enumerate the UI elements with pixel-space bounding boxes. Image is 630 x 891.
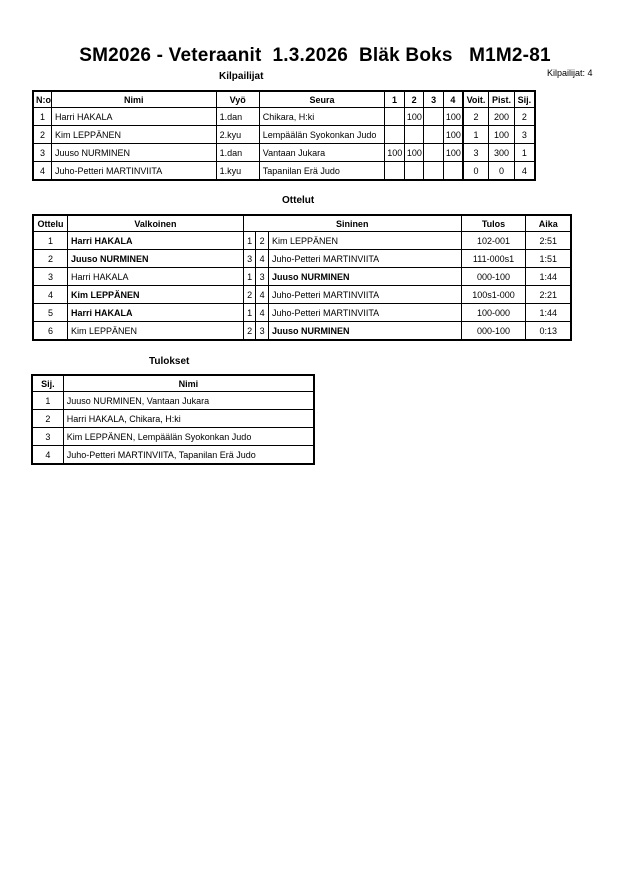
competitor-no: 2 bbox=[33, 126, 52, 144]
competitor-r1 bbox=[385, 108, 405, 126]
competitor-row bbox=[33, 126, 535, 144]
col-header-blue: Sininen bbox=[243, 215, 461, 232]
match-row bbox=[33, 250, 571, 268]
competitor-club: Vantaan Jukara bbox=[259, 144, 385, 162]
match-no: 2 bbox=[33, 250, 68, 268]
competitor-name: Juho-Petteri MARTINVIITA bbox=[52, 162, 217, 181]
competitor-name: Juuso NURMINEN bbox=[52, 144, 217, 162]
match-white-name: Juuso NURMINEN bbox=[68, 250, 244, 268]
competitor-points: 300 bbox=[489, 144, 515, 162]
match-white-name: Kim LEPPÄNEN bbox=[68, 322, 244, 341]
match-blue-no: 4 bbox=[256, 286, 269, 304]
col-header-match: Ottelu bbox=[33, 215, 68, 232]
match-blue-no: 2 bbox=[256, 232, 269, 250]
result-name: Harri HAKALA, Chikara, H:ki bbox=[63, 410, 314, 428]
result-row bbox=[32, 446, 314, 465]
result-name: Juuso NURMINEN, Vantaan Jukara bbox=[63, 392, 314, 410]
match-result: 111-000s1 bbox=[461, 250, 526, 268]
col-header-name: Nimi bbox=[52, 91, 217, 108]
result-place: 1 bbox=[32, 392, 63, 410]
col-header-r1: 1 bbox=[385, 91, 405, 108]
match-time: 2:51 bbox=[526, 232, 571, 250]
match-blue-name: Juho-Petteri MARTINVIITA bbox=[268, 286, 461, 304]
match-row bbox=[33, 286, 571, 304]
competitor-r3 bbox=[424, 126, 444, 144]
match-white-name: Harri HAKALA bbox=[68, 268, 244, 286]
match-time: 1:51 bbox=[526, 250, 571, 268]
competitor-r2: 100 bbox=[404, 108, 424, 126]
match-white-name: Kim LEPPÄNEN bbox=[68, 286, 244, 304]
competitor-no: 3 bbox=[33, 144, 52, 162]
match-result: 102-001 bbox=[461, 232, 526, 250]
match-no: 4 bbox=[33, 286, 68, 304]
match-row bbox=[33, 232, 571, 250]
match-white-no: 2 bbox=[243, 286, 256, 304]
competitor-r1: 100 bbox=[385, 144, 405, 162]
result-row bbox=[32, 428, 314, 446]
competitor-r1 bbox=[385, 126, 405, 144]
competitor-r2: 100 bbox=[404, 144, 424, 162]
results-header-row bbox=[32, 375, 314, 392]
competitor-belt: 1.kyu bbox=[216, 162, 259, 181]
match-row bbox=[33, 322, 571, 341]
competitor-club: Lempäälän Syokonkan Judo bbox=[259, 126, 385, 144]
match-white-no: 2 bbox=[243, 322, 256, 341]
col-header-no: N:o bbox=[33, 91, 52, 108]
match-row bbox=[33, 304, 571, 322]
competitor-belt: 1.dan bbox=[216, 144, 259, 162]
match-white-no: 1 bbox=[243, 232, 256, 250]
match-white-no: 3 bbox=[243, 250, 256, 268]
competitor-r4 bbox=[443, 162, 463, 181]
competitor-r3 bbox=[424, 162, 444, 181]
results-table bbox=[31, 374, 315, 465]
result-place: 3 bbox=[32, 428, 63, 446]
result-name: Kim LEPPÄNEN, Lempäälän Syokonkan Judo bbox=[63, 428, 314, 446]
competitor-points: 0 bbox=[489, 162, 515, 181]
competitor-wins: 3 bbox=[463, 144, 489, 162]
col-header-result-name: Nimi bbox=[63, 375, 314, 392]
competitor-r3 bbox=[424, 144, 444, 162]
competitor-r2 bbox=[404, 126, 424, 144]
col-header-place: Sij. bbox=[514, 91, 535, 108]
match-row bbox=[33, 268, 571, 286]
competitor-points: 100 bbox=[489, 126, 515, 144]
match-result: 100-000 bbox=[461, 304, 526, 322]
result-row bbox=[32, 392, 314, 410]
competitor-points: 200 bbox=[489, 108, 515, 126]
competitor-no: 1 bbox=[33, 108, 52, 126]
match-no: 6 bbox=[33, 322, 68, 341]
competitors-table bbox=[32, 90, 536, 181]
match-blue-no: 4 bbox=[256, 304, 269, 322]
col-header-r3: 3 bbox=[424, 91, 444, 108]
competitor-row bbox=[33, 162, 535, 181]
result-place: 2 bbox=[32, 410, 63, 428]
competitor-no: 4 bbox=[33, 162, 52, 181]
competitor-r3 bbox=[424, 108, 444, 126]
match-result: 000-100 bbox=[461, 268, 526, 286]
col-header-belt: Vyö bbox=[216, 91, 259, 108]
match-blue-name: Juho-Petteri MARTINVIITA bbox=[268, 304, 461, 322]
competitor-place: 3 bbox=[514, 126, 535, 144]
col-header-result: Tulos bbox=[461, 215, 526, 232]
match-no: 1 bbox=[33, 232, 68, 250]
result-name: Juho-Petteri MARTINVIITA, Tapanilan Erä Judo bbox=[63, 446, 314, 465]
match-time: 1:44 bbox=[526, 304, 571, 322]
match-time: 1:44 bbox=[526, 268, 571, 286]
results-title: Tulokset bbox=[149, 356, 190, 367]
competitor-name: Kim LEPPÄNEN bbox=[52, 126, 217, 144]
col-header-r2: 2 bbox=[404, 91, 424, 108]
competitor-name: Harri HAKALA bbox=[52, 108, 217, 126]
competitor-club: Chikara, H:ki bbox=[259, 108, 385, 126]
competitor-r1 bbox=[385, 162, 405, 181]
competitor-r2 bbox=[404, 162, 424, 181]
match-blue-name: Kim LEPPÄNEN bbox=[268, 232, 461, 250]
competitor-row bbox=[33, 144, 535, 162]
col-header-r4: 4 bbox=[443, 91, 463, 108]
col-header-points: Pist. bbox=[489, 91, 515, 108]
competitor-belt: 1.dan bbox=[216, 108, 259, 126]
matches-table bbox=[32, 214, 572, 341]
competitor-row bbox=[33, 108, 535, 126]
match-result: 100s1-000 bbox=[461, 286, 526, 304]
match-result: 000-100 bbox=[461, 322, 526, 341]
competitor-place: 1 bbox=[514, 144, 535, 162]
match-blue-no: 3 bbox=[256, 322, 269, 341]
competitor-place: 4 bbox=[514, 162, 535, 181]
match-blue-name: Juuso NURMINEN bbox=[268, 268, 461, 286]
competitor-wins: 0 bbox=[463, 162, 489, 181]
competitor-r4: 100 bbox=[443, 108, 463, 126]
col-header-club: Seura bbox=[259, 91, 385, 108]
result-row bbox=[32, 410, 314, 428]
page-title: SM2026 - Veteraanit 1.3.2026 Bläk Boks M1M2-81 bbox=[79, 45, 551, 66]
match-blue-no: 3 bbox=[256, 268, 269, 286]
competitor-wins: 1 bbox=[463, 126, 489, 144]
matches-header-row bbox=[33, 215, 571, 232]
col-header-white: Valkoinen bbox=[68, 215, 244, 232]
match-white-no: 1 bbox=[243, 268, 256, 286]
competitor-belt: 2.kyu bbox=[216, 126, 259, 144]
match-blue-name: Juuso NURMINEN bbox=[268, 322, 461, 341]
result-place: 4 bbox=[32, 446, 63, 465]
competitor-club: Tapanilan Erä Judo bbox=[259, 162, 385, 181]
competitors-header-row bbox=[33, 91, 535, 108]
match-no: 3 bbox=[33, 268, 68, 286]
matches-title: Ottelut bbox=[282, 195, 315, 206]
competitor-count: Kilpailijat: 4 bbox=[547, 68, 593, 78]
competitors-title: Kilpailijat bbox=[219, 71, 264, 82]
match-blue-no: 4 bbox=[256, 250, 269, 268]
col-header-wins: Voit. bbox=[463, 91, 489, 108]
col-header-time: Aika bbox=[526, 215, 571, 232]
match-white-name: Harri HAKALA bbox=[68, 304, 244, 322]
match-white-no: 1 bbox=[243, 304, 256, 322]
match-blue-name: Juho-Petteri MARTINVIITA bbox=[268, 250, 461, 268]
competitor-place: 2 bbox=[514, 108, 535, 126]
match-time: 2:21 bbox=[526, 286, 571, 304]
competitor-r4: 100 bbox=[443, 126, 463, 144]
match-time: 0:13 bbox=[526, 322, 571, 341]
competitor-r4: 100 bbox=[443, 144, 463, 162]
match-white-name: Harri HAKALA bbox=[68, 232, 244, 250]
competitor-wins: 2 bbox=[463, 108, 489, 126]
col-header-rank: Sij. bbox=[32, 375, 63, 392]
match-no: 5 bbox=[33, 304, 68, 322]
